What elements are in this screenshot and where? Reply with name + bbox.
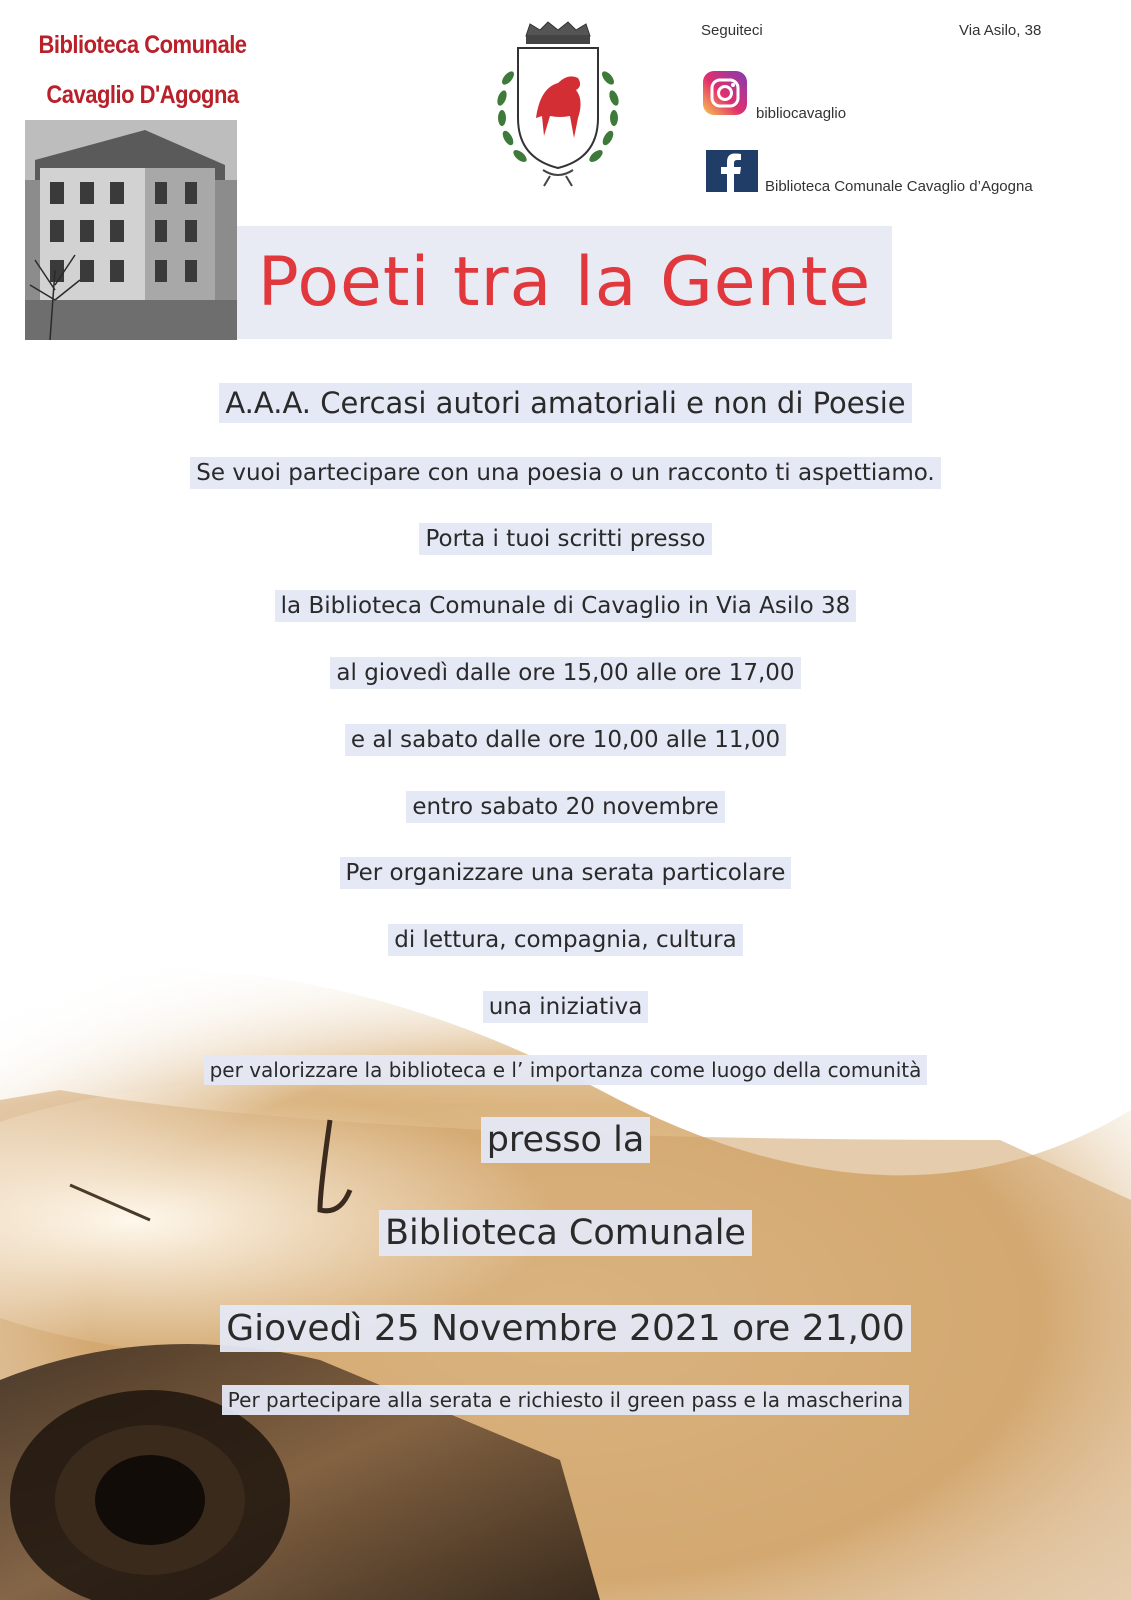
municipal-crest-icon [488,18,628,188]
facebook-page-name[interactable]: Biblioteca Comunale Cavaglio d’Agogna [765,178,1033,195]
event-venue: Biblioteca Comunale [0,1213,1131,1253]
facebook-icon[interactable] [706,150,758,192]
call-for-authors: A.A.A. Cercasi autori amatoriali e non di Poesie [0,386,1131,420]
green-pass-note: Per partecipare alla serata e richiesto il green pass e la mascherina [0,1388,1131,1412]
event-presso: presso la [0,1120,1131,1160]
body-line: di lettura, compagnia, cultura [0,927,1131,953]
instagram-icon[interactable] [702,70,748,116]
event-datetime: Giovedì 25 Novembre 2021 ore 21,00 [0,1308,1131,1349]
body-line: Porta i tuoi scritti presso [0,526,1131,552]
body-line: Se vuoi partecipare con una poesia o un racconto ti aspettiamo. [0,460,1131,486]
library-name-line2: Cavaglio D'Agogna [46,80,239,109]
body-line: e al sabato dalle ore 10,00 alle 11,00 [0,727,1131,753]
body-line: una iniziativa [0,994,1131,1020]
body-line: per valorizzare la biblioteca e l’ importanza come luogo della comunità [0,1058,1131,1082]
instagram-handle[interactable]: bibliocavaglio [756,105,847,122]
library-building-photo [25,120,237,340]
library-name-line1: Biblioteca Comunale [38,30,247,59]
body-line: al giovedì dalle ore 15,00 alle ore 17,00 [0,660,1131,686]
follow-us-label: Seguiteci [701,22,763,39]
body-line: entro sabato 20 novembre [0,794,1131,820]
body-line: la Biblioteca Comunale di Cavaglio in Via Asilo 38 [0,593,1131,619]
pen-paper-background-image [0,940,1131,1600]
address-text: Via Asilo, 38 [959,22,1042,39]
body-line: Per organizzare una serata particolare [0,860,1131,886]
poster-title: Poeti tra la Gente [257,243,872,322]
